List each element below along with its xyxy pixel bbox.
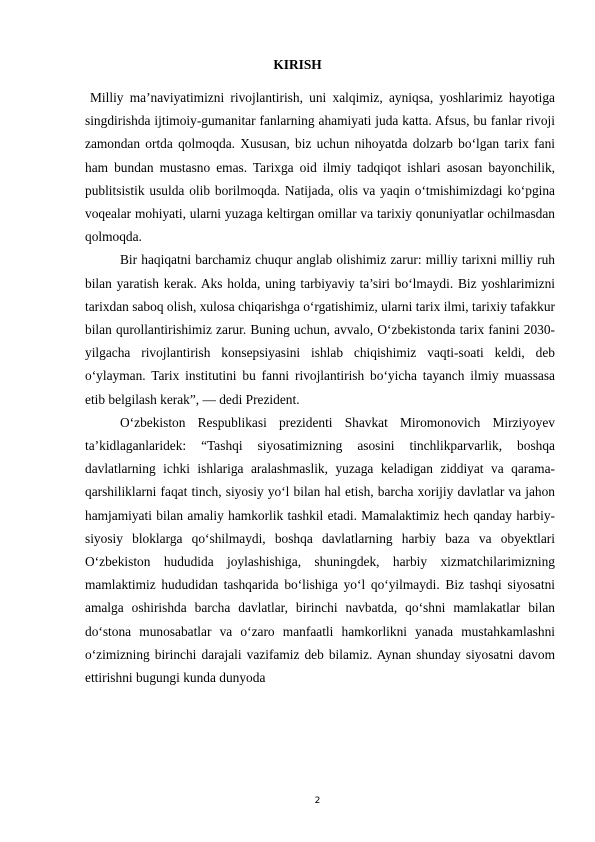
body-text bbox=[85, 86, 555, 689]
page-number: 2 bbox=[314, 796, 321, 806]
page-title: KIRISH bbox=[273, 57, 322, 72]
paragraph-2: Bir haqiqatni barchamiz chuqur anglab olishimiz zarur: milliy tarixni milliy ruh bilan yaratish kerak. Aks holda, uning tarbiyaviy ta’siri bo‘lmaydi. Biz yoshlarimizni tarixdan saboq olish, xulosa chiqarishga o‘rgatishimiz, ularni tarix ilmi, tarixiy tafakkur bilan qurollantirishimiz zarur. Buning uchun, avvalo, O‘zbekistonda tarix fanini 2030-yilgacha rivojlantirish konsepsiyasini ishlab chiqishimiz vaqti-soati keldi, deb o‘ylayman. Tarix institutini bu fanni rivojlantirish bo‘yicha tayanch ilmiy muassasa etib belgilash kerak”, — dedi Prezident. bbox=[85, 252, 555, 407]
paragraph-3: O‘zbekiston Respublikasi prezidenti Shavkat Miromonovich Mirziyoyev ta’kidlaganlaridek: “Tashqi siyosatimizning asosini tinchlikparvarlik, boshqa davlatlarning ichki ishlariga aralashmaslik, yuzaga keladigan ziddiyat va qarama-qarshiliklarni faqat tinch, siyosiy yo‘l bilan hal etish, barcha xorijiy davlatlar va jahon hamjamiyati bilan amaliy hamkorlik tashkil etadi. Mamalaktimiz hech qanday harbiy-siyosiy bloklarga qo‘shilmaydi, boshqa davlatlarning harbiy baza va obyektlari O‘zbekiston hududida joylashishiga, shuningdek, harbiy xizmatchilarimizning mamlaktimiz hududidan tashqarida bo‘lishiga yo‘l qo‘yilmaydi. Biz tashqi siyosatni amalga oshirishda barcha davlatlar, birinchi navbatda, qo‘shni mamlakatlar bilan do‘stona munosabatlar va o‘zaro manfaatli hamkorlikni yanada mustahkamlashni o‘zimizning birinchi darajali vazifamiz deb bilamiz. Aynan shunday siyosatni davom ettirishni bugungi kunda dunyoda bbox=[85, 414, 555, 686]
paragraph-1: Milliy ma’naviyatimizni rivojlantirish, uni xalqimiz, ayniqsa, yoshlarimiz hayotiga singdirishda ijtimoiy-gumanitar fanlarning ahamiyati juda katta. Afsus, bu fanlar rivoji zamondan ortda qolmoqda. Xususan, biz uchun nihoyatda dolzarb bo‘lgan tarix fani ham bundan mustasno emas. Tarixga oid ilmiy tadqiqot ishlari asosan bayonchilik, publitsistik usulda olib borilmoqda. Natijada, olis va yaqin o‘tmishimizdagi ko‘pgina voqealar mohiyati, ularni yuzaga keltirgan omillar va tarixiy qonuniyatlar ochilmasdan qolmoqda. bbox=[85, 90, 555, 245]
